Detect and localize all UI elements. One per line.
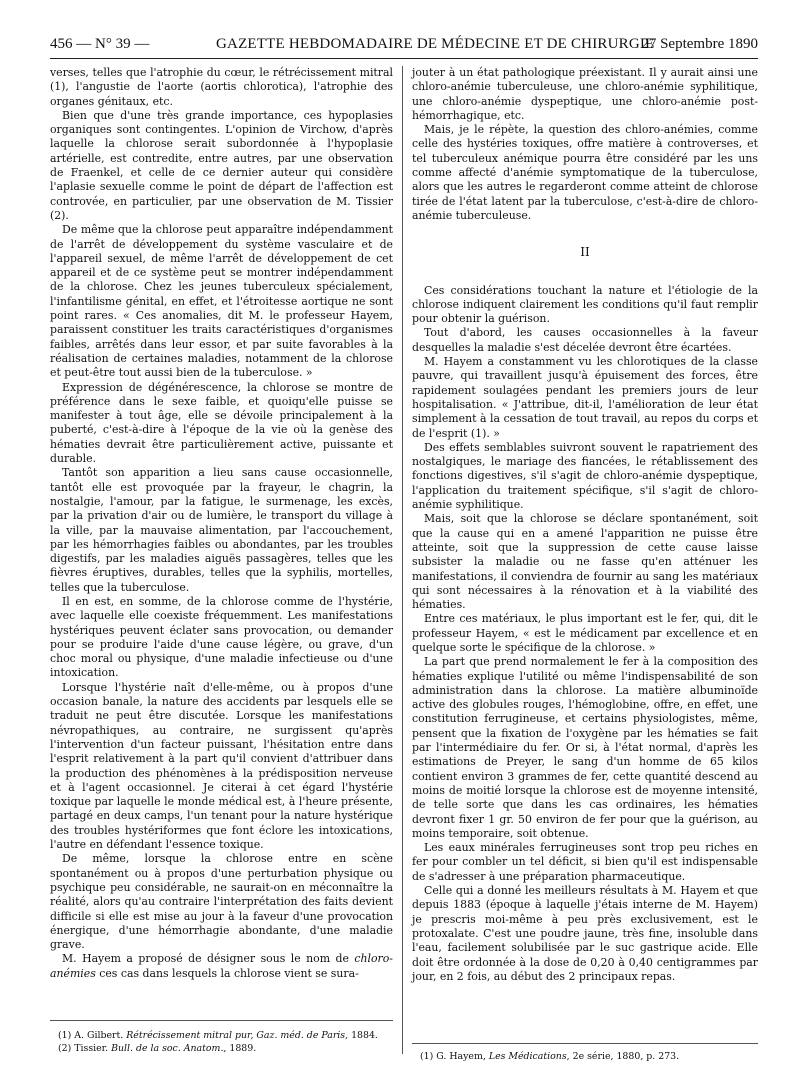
footnote-text: , 2e série, 1880, p. 273. [566, 1051, 680, 1062]
paragraph: Mais, soit que la chlorose se déclare spontanément, soit que la cause qui en a amené l'apparition ne puisse être atteinte, soit que la suppression de cette cause laisse subsister la maladie ou ne fasse qu'en atténuer les manifestations, il conviendra de fournir au sang les matériaux qui sont nécessaires à la rénovation et à la viabilité des hématies. [412, 512, 758, 612]
footnotes-left [50, 1020, 393, 1055]
footnote-citation: Bull. de la soc. Anatom. [111, 1043, 224, 1054]
issue-date: 27 Septembre 1890 [641, 36, 758, 52]
paragraph: La part que prend normalement le fer à la composition des hématies explique l'utilité ou même l'indispensabilité de son administration dans la chlorose. La matière albuminoïde active des globules rouges, l'hémoglobine, offre, en effet, une constitution ferrugineuse, et certains physiologistes, même, pensent que la fixation de l'oxygène par les hématies se fait par l'intermédiaire du fer. Or si, à l'état normal, d'après les estimations de Preyer, le sang d'un homme de 65 kilos contient environ 3 grammes de fer, cette quantité descend au moins de moitié lorsque la chlorose est de moyenne intensité, de telle sorte que dans les cas ordinaires, les hématies devront fixer 1 gr. 50 environ de fer pour que la guérison, au moins temporaire, soit obtenue. [412, 655, 758, 840]
footnote [50, 1029, 393, 1042]
running-header [50, 36, 758, 59]
paragraph: Les eaux minérales ferrugineuses sont trop peu riches en fer pour combler un tel déficit, si bien qu'il est indispensable de s'adresser à une préparation pharmaceutique. [412, 841, 758, 883]
paragraph: Ces considérations touchant la nature et l'étiologie de la chlorose indiquent clairement les conditions qu'il faut remplir pour obtenir la guérison. [412, 283, 758, 326]
paragraph-text: ces cas dans lesquels la chlorose vient se sura- [95, 966, 359, 980]
paragraph [50, 952, 393, 981]
footnote-text: 1884. [348, 1030, 378, 1041]
paragraph: jouter à un état pathologique préexistant. Il y aurait ainsi une chloro-anémie tuberculeuse, une chloro-anémie syphilitique, une chloro-anémie dyspeptique, une chloro-anémie post-hémorrhagique, etc. [412, 66, 758, 122]
footnote-text: (1) A. Gilbert. [58, 1030, 127, 1041]
footnote-text: (1) G. Hayem, [420, 1051, 489, 1062]
section-heading: II [580, 245, 590, 260]
paragraph: De même, lorsque la chlorose entre en scène spontanément ou à propos d'une perturbation physique ou psychique peu considérable, ne saurait-on en méconnaître la réalité, alors qu'au contraire l'interprétation des faits devient difficile si elle est mise au jour à la faveur d'une provocation énergique, d'une hémorrhagie abondante, d'une maladie grave. [50, 852, 393, 952]
paragraph: Des effets semblables suivront souvent le rapatriement des nostalgiques, le mariage des fiancées, le rétablissement des fonctions digestives, s'il s'agit de chloro-anémie dyspeptique, l'application du traitement spécifique, s'il s'agit de chloro-anémie syphilitique. [412, 440, 758, 512]
footnotes-right [412, 1043, 758, 1063]
paragraph: M. Hayem a constamment vu les chlorotiques de la classe pauvre, qui travaillent jusqu'à épuisement des forces, être rapidement soulagées pendant les premiers jours de leur hospitalisation. « J'attribue, dit-il, l'amélioration de leur état simplement à la cessation de tout travail, au repos du corps et de l'esprit (1). » [412, 355, 758, 440]
paragraph: verses, telles que l'atrophie du cœur, le rétrécissement mitral (1), l'angustie de l'aorte (aortis chlorotica), l'atrophie des organes génitaux, etc. [50, 66, 393, 108]
italic-term: chloro-anémies [50, 952, 393, 980]
page-number: 456 — N° 39 — [50, 36, 150, 52]
right-column [412, 66, 758, 984]
paragraph: Il en est, en somme, de la chlorose comme de l'hystérie, avec laquelle elle coexiste fréquemment. Les manifestations hystériques peuvent éclater sans provocation, ou demander pour se produire l'aide d'une cause légère, ou grave, d'un choc moral ou physique, d'une maladie infectieuse ou d'une intoxication. [50, 594, 393, 680]
paragraph: Entre ces matériaux, le plus important est le fer, qui, dit le professeur Hayem, « est le médicament par excellence et en quelque sorte le spécifique de la chlorose. » [412, 612, 758, 654]
paragraph: Tantôt son apparition a lieu sans cause occasionnelle, tantôt elle est provoquée par la frayeur, le chagrin, la nostalgie, l'amour, par la fatigue, le surmenage, les excès, par la privation d'air ou de lumière, le transport du village à la ville, par la mauvaise alimentation, par l'accouchement, par les hémorrhagies faibles ou abondantes, par les troubles digestifs, par les maladies aiguës passagères, telles que les fièvres éruptives, durables, telles que la syphilis, mortelles, telles que la tuberculose. [50, 466, 393, 594]
paragraph: Expression de dégénérescence, la chlorose se montre de préférence dans le sexe faible, et quoiqu'elle puisse se manifester à tout âge, elle se dévoile principalement à la puberté, c'est-à-dire à l'époque de la vie où la genèse des hématies devrait être particulièrement active, puissante et durable. [50, 380, 393, 466]
footnote-citation: Rétrécissement mitral pur, Gaz. méd. de Paris, [126, 1030, 349, 1041]
column-divider [402, 66, 403, 1054]
paragraph: De même que la chlorose peut apparaître indépendamment de l'arrêt de développement du système vasculaire et de l'appareil sexuel, de même l'arrêt de développement de cet appareil et de ce système peut se montrer indépendamment de la chlorose. Chez les jeunes tuberculeux spécialement, l'infantilisme génital, en effet, et l'étroitesse aortique ne sont point rares. « Ces anomalies, dit M. le professeur Hayem, paraissent constituer les traits caractéristiques d'organismes faibles, arrêtés dans leur essor, et par suite favorables à la réalisation de certaines maladies, notamment de la chlorose et peut-être tout aussi bien de la tuberculose. » [50, 223, 393, 380]
footnote-text: (2) Tissier. [58, 1043, 112, 1054]
footnote [412, 1050, 758, 1063]
journal-title: GAZETTE HEBDOMADAIRE DE MÉDECINE ET DE CHIRURGIE [216, 36, 655, 52]
footnote [50, 1042, 393, 1055]
paragraph: Mais, je le répète, la question des chloro-anémies, comme celle des hystéries toxiques, offre matière à controverses, et tel tuberculeux anémique pourra être considéré par les uns comme affecté d'anémie symptomatique de la tuberculose, alors que les autres le regarderont comme atteint de chlorose tirée de l'état latent par la tuberculose, c'est-à-dire de chloro-anémie tuberculeuse. [412, 123, 758, 222]
footnote-text: , 1889. [223, 1043, 257, 1054]
footnote-citation: Les Médications [488, 1051, 567, 1062]
paragraph-text: M. Hayem a proposé de désigner sous le nom de [62, 952, 355, 966]
paragraph: Bien que d'une très grande importance, ces hypoplasies organiques sont contingentes. L'opinion de Virchow, d'après laquelle la chlorose serait subordonnée à l'hypoplasie artérielle, est contredite, entre autres, par une observation de Fraenkel, et celle de ce dernier auteur qui considère l'aplasie sexuelle comme le point de départ de l'affection est controvée, en particulier, par une observation de M. Tissier (2). [50, 108, 393, 222]
left-column [50, 66, 393, 981]
paragraph: Lorsque l'hystérie naît d'elle-même, ou à propos d'une occasion banale, la nature des accidents par lesquels elle se traduit ne peut être discutée. Lorsque les manifestations névropathiques, au contraire, ne surgissent qu'après l'intervention d'un facteur puissant, l'hésitation entre dans l'esprit relativement à la part qu'il convient d'attribuer dans la production des phénomènes à la prédisposition nerveuse et à l'agent occasionnel. Je citerai à cet égard l'hystérie toxique par laquelle le monde médical est, à l'heure présente, partagé en deux camps, l'un tenant pour la nature hystérique des troubles hystériformes que font éclore les intoxications, l'autre en défendant l'essence toxique. [50, 680, 393, 852]
paragraph: Tout d'abord, les causes occasionnelles à la faveur desquelles la maladie s'est décelée devront être écartées. [412, 326, 758, 354]
paragraph: Celle qui a donné les meilleurs résultats à M. Hayem et que depuis 1883 (époque à laquelle j'étais interne de M. Hayem) je prescris moi-même à peu près exclusivement, est le protoxalate. C'est une poudre jaune, très fine, insoluble dans l'eau, facilement solubilisée par le suc gastrique acide. Elle doit être ordonnée à la dose de 0,20 à 0,40 centigrammes par jour, en 2 fois, au début des 2 principaux repas. [412, 884, 758, 983]
